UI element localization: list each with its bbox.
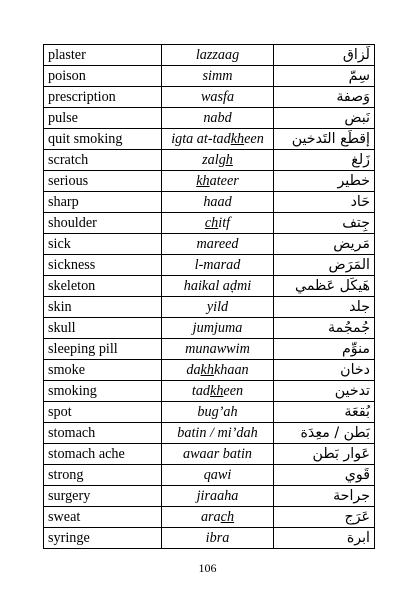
- english-term: skull: [44, 318, 162, 339]
- transliteration: [162, 528, 274, 549]
- english-term: prescription: [44, 87, 162, 108]
- transliteration: [162, 276, 274, 297]
- transliteration-segment: da: [186, 362, 201, 378]
- arabic-term: جلد: [274, 297, 375, 318]
- english-term: strong: [44, 465, 162, 486]
- english-term: skeleton: [44, 276, 162, 297]
- arabic-term: عَرَج: [274, 507, 375, 528]
- glossary-row: [44, 507, 375, 528]
- glossary-row: [44, 423, 375, 444]
- transliteration: [162, 423, 274, 444]
- glossary-row: [44, 45, 375, 66]
- transliteration: [162, 360, 274, 381]
- transliteration: [162, 444, 274, 465]
- transliteration-segment: igta at-tad: [171, 131, 231, 147]
- transliteration-segment: ateer: [209, 173, 239, 189]
- underlined-segment: kh: [196, 173, 210, 189]
- arabic-term: المَرَض: [274, 255, 375, 276]
- transliteration-segment: itf: [218, 215, 231, 231]
- glossary-row: [44, 213, 375, 234]
- glossary-row: [44, 66, 375, 87]
- transliteration-segment: jiraaha: [196, 488, 239, 504]
- underlined-segment: kh: [230, 131, 245, 147]
- arabic-term: منوِّم: [274, 339, 375, 360]
- transliteration: [162, 87, 274, 108]
- transliteration-segment: ibra: [205, 530, 230, 546]
- english-term: sharp: [44, 192, 162, 213]
- english-term: sickness: [44, 255, 162, 276]
- arabic-term: إقطَع التَدخين: [274, 129, 375, 150]
- glossary-row: [44, 381, 375, 402]
- arabic-term: جراحة: [274, 486, 375, 507]
- glossary-row: [44, 444, 375, 465]
- glossary-row: [44, 87, 375, 108]
- english-term: plaster: [44, 45, 162, 66]
- transliteration: [162, 192, 274, 213]
- arabic-term: بَطن / معِدَة: [274, 423, 375, 444]
- transliteration-segment: ara: [200, 509, 221, 525]
- glossary-row: [44, 339, 375, 360]
- arabic-term: مَريض: [274, 234, 375, 255]
- transliteration-segment: nabd: [203, 110, 232, 126]
- underlined-segment: gh: [218, 152, 233, 168]
- transliteration-segment: l-marad: [194, 257, 241, 273]
- arabic-term: خطير: [274, 171, 375, 192]
- transliteration: [162, 213, 274, 234]
- english-term: sweat: [44, 507, 162, 528]
- arabic-term: نَبض: [274, 108, 375, 129]
- transliteration-segment: jumjuma: [192, 320, 243, 336]
- glossary-row: [44, 318, 375, 339]
- transliteration-segment: mareed: [196, 236, 239, 252]
- transliteration-segment: bug’ah: [197, 404, 238, 420]
- underlined-segment: ch: [204, 215, 219, 231]
- arabic-term: عَوار بَطن: [274, 444, 375, 465]
- transliteration: [162, 255, 274, 276]
- glossary-row: [44, 192, 375, 213]
- transliteration-segment: yild: [206, 299, 229, 315]
- english-term: quit smoking: [44, 129, 162, 150]
- arabic-term: تدخين: [274, 381, 375, 402]
- transliteration: [162, 297, 274, 318]
- arabic-term: ابرة: [274, 528, 375, 549]
- english-term: poison: [44, 66, 162, 87]
- underlined-segment: kh: [210, 383, 224, 399]
- glossary-row: [44, 402, 375, 423]
- transliteration: [162, 402, 274, 423]
- transliteration-segment: wasfa: [200, 89, 235, 105]
- glossary-row: [44, 255, 375, 276]
- english-term: spot: [44, 402, 162, 423]
- transliteration: [162, 108, 274, 129]
- english-term: stomach ache: [44, 444, 162, 465]
- glossary-row: [44, 465, 375, 486]
- transliteration: [162, 171, 274, 192]
- transliteration: [162, 45, 274, 66]
- transliteration-segment: awaar batin: [183, 446, 252, 462]
- transliteration-segment: qawi: [203, 467, 232, 483]
- transliteration-segment: een: [244, 131, 264, 147]
- arabic-term: جِتف: [274, 213, 375, 234]
- glossary-row: [44, 297, 375, 318]
- arabic-term: بُقعَة: [274, 402, 375, 423]
- arabic-term: وَصفة: [274, 87, 375, 108]
- english-term: surgery: [44, 486, 162, 507]
- english-term: shoulder: [44, 213, 162, 234]
- arabic-term: جُمجُمة: [274, 318, 375, 339]
- glossary-row: [44, 171, 375, 192]
- transliteration-segment: lazzaag: [195, 47, 240, 63]
- transliteration-segment: batin / mi’dah: [177, 425, 258, 441]
- transliteration: [162, 234, 274, 255]
- transliteration: [162, 507, 274, 528]
- english-term: scratch: [44, 150, 162, 171]
- arabic-term: دخان: [274, 360, 375, 381]
- english-term: smoke: [44, 360, 162, 381]
- transliteration-segment: haad: [203, 194, 232, 210]
- english-term: smoking: [44, 381, 162, 402]
- transliteration-segment: munawwim: [185, 341, 250, 357]
- english-term: sick: [44, 234, 162, 255]
- transliteration: [162, 339, 274, 360]
- arabic-term: سِمّ: [274, 66, 375, 87]
- transliteration-segment: zal: [202, 152, 219, 168]
- arabic-term: قَوي: [274, 465, 375, 486]
- transliteration-segment: khaan: [213, 362, 249, 378]
- transliteration: [162, 465, 274, 486]
- transliteration: [162, 129, 274, 150]
- glossary-row: [44, 360, 375, 381]
- glossary-rows: [44, 45, 375, 549]
- arabic-term: لَزاق: [274, 45, 375, 66]
- transliteration-segment: tad: [191, 383, 211, 399]
- glossary-row: [44, 108, 375, 129]
- transliteration: [162, 66, 274, 87]
- transliteration: [162, 150, 274, 171]
- english-term: stomach: [44, 423, 162, 444]
- english-term: sleeping pill: [44, 339, 162, 360]
- glossary-row: [44, 276, 375, 297]
- english-term: pulse: [44, 108, 162, 129]
- arabic-term: هَيكَل عَظمي: [274, 276, 375, 297]
- english-term: serious: [44, 171, 162, 192]
- glossary-row: [44, 234, 375, 255]
- english-term: skin: [44, 297, 162, 318]
- glossary-table: [43, 44, 375, 549]
- arabic-term: زَلغ: [274, 150, 375, 171]
- glossary-row: [44, 528, 375, 549]
- transliteration-segment: een: [223, 383, 244, 399]
- english-term: syringe: [44, 528, 162, 549]
- transliteration: [162, 381, 274, 402]
- glossary-row: [44, 486, 375, 507]
- transliteration-segment: simm: [202, 68, 233, 84]
- glossary-row: [44, 150, 375, 171]
- transliteration-segment: haikal aḍmi: [183, 278, 252, 294]
- page-number: 106: [198, 561, 217, 575]
- transliteration: [162, 486, 274, 507]
- transliteration: [162, 318, 274, 339]
- underlined-segment: ch: [220, 509, 235, 525]
- glossary-row: [44, 129, 375, 150]
- arabic-term: حَاد: [274, 192, 375, 213]
- underlined-segment: kh: [200, 362, 214, 378]
